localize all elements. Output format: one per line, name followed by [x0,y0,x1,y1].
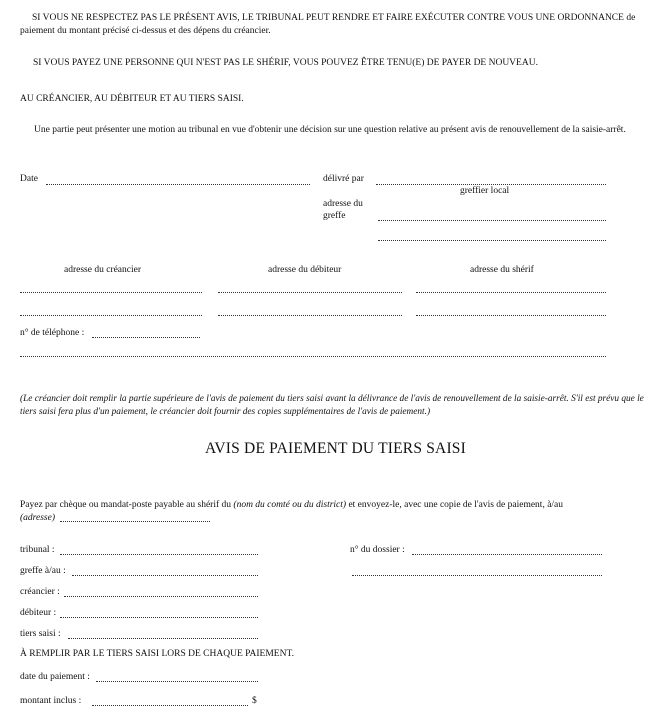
sheriff-address-field-1[interactable] [416,292,606,293]
debtor-address-field-1[interactable] [218,292,402,293]
address-placeholder: (adresse) [20,512,55,523]
payment-notice-title: AVIS DE PAIEMENT DU TIERS SAISI [205,440,466,457]
office-field[interactable] [72,575,258,576]
delivered-by-field[interactable] [376,184,606,185]
pay-intro-text-2: et envoyez-le, avec une copie de l'avis de paiement, à/au [346,500,564,510]
creditor-instructions: (Le créancier doit remplir la partie supérieure de l'avis de paiement du tiers saisi avant la délivrance de l'avis de renouvellement de la saisie-arrêt. S'il est prévu que le tiers saisi fera plus d'un paiement, le créancier doit fournir des copies supplémentaires de l'avis de paiement.) [20,394,644,417]
notice-paragraph-2: SI VOUS PAYEZ UNE PERSONNE QUI N'EST PAS LE SHÉRIF, VOUS POUVEZ ÊTRE TENU(E) DE PAYER DE NOUVEAU. [33,58,538,68]
date-field[interactable] [46,184,310,185]
garnishee-label: tiers saisi : [20,629,61,639]
office-label: greffe à/au : [20,566,66,576]
creditor-address-field-2[interactable] [20,315,202,316]
amount-field[interactable] [92,705,248,706]
county-placeholder: (nom du comté ou du district) [233,500,347,510]
creditor-address-label: adresse du créancier [64,265,142,275]
address-field[interactable] [60,521,210,522]
court-label: tribunal : [20,545,55,555]
phone-field[interactable] [92,337,200,338]
debtor-address-label: adresse du débiteur [268,265,342,275]
payment-date-label: date du paiement : [20,672,90,682]
creditor-address-field-1[interactable] [20,292,202,293]
sheriff-address-field-2[interactable] [416,315,606,316]
date-label: Date [20,174,38,184]
clerk-label: greffier local [460,186,510,196]
fill-heading: À REMPLIR PAR LE TIERS SAISI LORS DE CHAQUE PAIEMENT. [20,649,294,659]
pay-intro-text-1: Payez par chèque ou mandat-poste payable au shérif du [20,500,234,510]
office-address-field-2[interactable] [378,240,606,241]
file-number-field[interactable] [412,554,602,555]
notice-heading: AU CRÉANCIER, AU DÉBITEUR ET AU TIERS SAISI. [20,94,244,104]
garnishee-field[interactable] [68,638,258,639]
amount-label: montant inclus : [20,696,82,706]
payment-date-field[interactable] [96,681,258,682]
phone-label: n° de téléphone : [20,328,85,338]
extra-line-field[interactable] [20,356,606,357]
currency-symbol: $ [252,696,257,706]
notice-paragraph-3: Une partie peut présenter une motion au tribunal en vue d'obtenir une décision sur une question relative au présent avis de renouvellement de la saisie-arrêt. [34,125,626,135]
file-number-field-2[interactable] [352,575,602,576]
debtor-label: débiteur : [20,608,57,618]
debtor-field[interactable] [60,617,258,618]
creditor-field[interactable] [64,596,258,597]
sheriff-address-label: adresse du shérif [470,265,534,275]
office-address-label-line1: adresse du [323,199,363,209]
office-address-label-line2: greffe [323,211,346,221]
delivered-by-label: délivré par [323,174,364,184]
office-address-field-1[interactable] [378,220,606,221]
debtor-address-field-2[interactable] [218,315,402,316]
file-number-label: n° du dossier : [350,545,405,555]
creditor-label: créancier : [20,587,60,597]
notice-paragraph-1: SI VOUS NE RESPECTEZ PAS LE PRÉSENT AVIS, LE TRIBUNAL PEUT RENDRE ET FAIRE EXÉCUTER CONTRE VOUS UNE ORDONNANCE de paiement du montant précisé ci-dessus et des dépens du créancier. [20,13,636,36]
court-field[interactable] [60,554,258,555]
